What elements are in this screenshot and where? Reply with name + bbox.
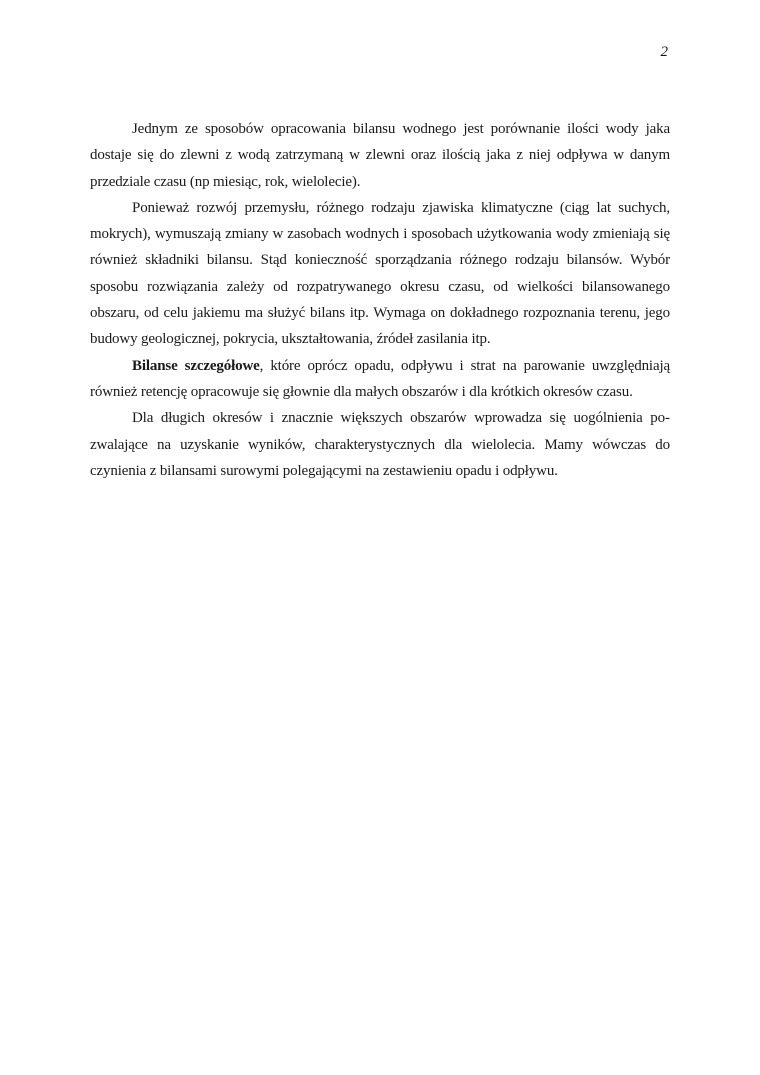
paragraph-4: Dla długich okresów i znacznie większych obszarów wprowadza się uogólnienia pozwalające na uzyskanie wyników, charakterystycznych dla wielolecia. Mamy wówczas do czynienia z bilansami surowymi polegającymi na zestawieniu opadu i odpływu. xyxy=(90,410,670,479)
paragraph-2: Ponieważ rozwój przemysłu, różnego rodzaju zjawiska klimatyczne (ciąg lat suchych, mokrych), wymuszają zmiany w zasobach wodnych i sposobach użytkowania wody zmieniają się również składniki bilansu. Stąd konieczność sporządzania różnego rodzaju bilansów. Wybór sposobu rozwiązania zależy od rozpatrywanego okresu czasu, od wielkości bilansowanego obszaru, od celu jakiemu ma służyć bilans itp. Wymaga on dokładnego rozpoznania terenu, jego budowy geologicznej, pokrycia, ukształtowania, źródeł zasilania itp. xyxy=(90,199,670,348)
paragraph-3 xyxy=(90,353,670,406)
page-number: 2 xyxy=(660,44,668,60)
document-body xyxy=(90,116,670,484)
paragraph-1: Jednym ze sposobów opracowania bilansu wodnego jest porównanie ilości wody jaka dostaje się do zlewni z wodą zatrzymaną w zlewni oraz ilością jaka z niej odpływa w danym przedziale czasu (np miesiąc, rok, wielolecie). xyxy=(90,121,670,190)
paragraph-3-text: , które oprócz opadu, odpływu i strat na parowanie uwzględniają również retencję opracowuje się głownie dla małych obszarów i dla krótkich okresów czasu. xyxy=(90,357,670,400)
bold-term: Bilanse szczegółowe xyxy=(132,357,260,374)
